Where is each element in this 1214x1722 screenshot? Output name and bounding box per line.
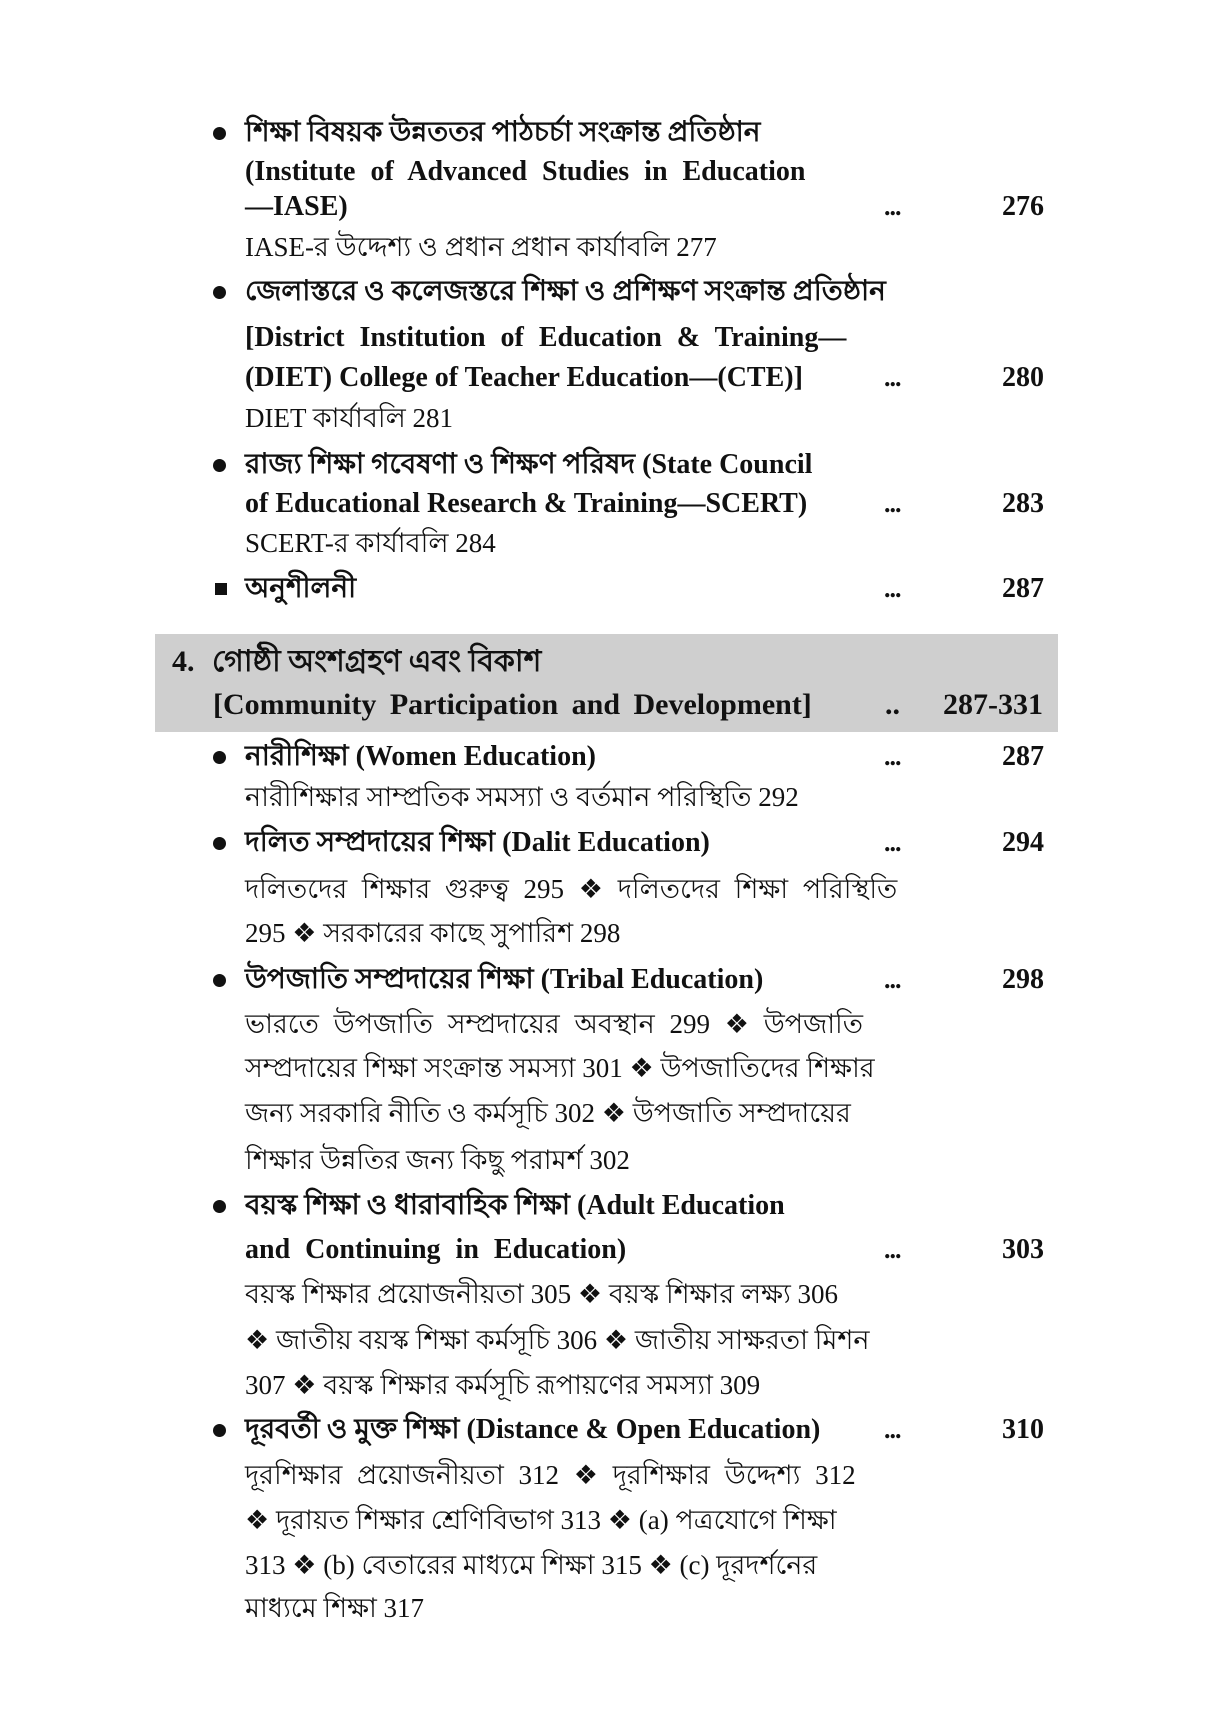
leader-dots: ...	[884, 1415, 901, 1444]
entry-title-bn: শিক্ষা বিষয়ক উন্নততর পাঠচর্চা সংক্রান্ত প্রতিষ্ঠান	[245, 117, 761, 148]
page-number: 283	[1002, 488, 1044, 519]
entry-title-bn: রাজ্য শিক্ষা গবেষণা ও শিক্ষণ পরিষদ (State Council	[245, 449, 813, 480]
leader-dots: ...	[884, 363, 901, 392]
page-number: 287	[1002, 741, 1044, 772]
entry-subtopic: শিক্ষার উন্নতির জন্য কিছু পরামর্শ 302	[245, 1145, 630, 1175]
page-number: 303	[1002, 1234, 1044, 1265]
entry-subtopic: মাধ্যমে শিক্ষা 317	[245, 1593, 425, 1623]
entry-subtopic: ❖ দূরায়ত শিক্ষার শ্রেণিবিভাগ 313 ❖ (a) পত্রযোগে শিক্ষা	[245, 1505, 837, 1535]
entry-title: নারীশিক্ষা (Women Education)	[245, 741, 596, 772]
entry-title-en: —IASE)	[245, 191, 348, 222]
chapter-heading-band	[155, 634, 1058, 732]
leader-dots: ...	[884, 574, 901, 603]
bullet-icon	[213, 1424, 226, 1437]
bullet-icon	[213, 286, 226, 299]
page-number: 280	[1002, 362, 1044, 393]
chapter-title-bn	[172, 642, 541, 682]
entry-subtopic: বয়স্ক শিক্ষার প্রয়োজনীয়তা 305 ❖ বয়স্ক শিক্ষার লক্ষ্য 306	[245, 1279, 839, 1309]
bullet-icon	[213, 751, 226, 764]
chapter-number: 4.	[172, 645, 195, 678]
page-number: 298	[1002, 964, 1044, 995]
page-number: 276	[1002, 191, 1044, 222]
leader-dots: ...	[884, 965, 901, 994]
entry-title-en: (Institute of Advanced Studies in Education	[245, 156, 806, 187]
chapter-page-range: 287-331	[943, 688, 1043, 721]
entry-title-en: of Educational Research & Training—SCERT)	[245, 488, 808, 519]
entry-title: উপজাতি সম্প্রদায়ের শিক্ষা (Tribal Education)	[245, 964, 764, 995]
entry-subtopic: জন্য সরকারি নীতি ও কর্মসূচি 302 ❖ উপজাতি সম্প্রদায়ের	[245, 1098, 851, 1128]
entry-title-en: and Continuing in Education)	[245, 1234, 627, 1265]
page-number: 310	[1002, 1414, 1044, 1445]
leader-dots: ...	[884, 828, 901, 857]
entry-subtopic: নারীশিক্ষার সাম্প্রতিক সমস্যা ও বর্তমান পরিস্থিতি 292	[245, 782, 799, 812]
entry-title-en: [District Institution of Education & Training—	[245, 322, 847, 353]
leader-dots: ...	[884, 192, 901, 221]
entry-title: দূরবর্তী ও মুক্ত শিক্ষা (Distance & Open Education)	[245, 1414, 821, 1445]
entry-subtopic: 313 ❖ (b) বেতারের মাধ্যমে শিক্ষা 315 ❖ (c) দূরদর্শনের	[245, 1550, 818, 1580]
bullet-icon	[213, 459, 226, 472]
chapter-title-en: [Community Participation and Development]	[213, 688, 812, 721]
entry-subtopic: ভারতে উপজাতি সম্প্রদায়ের অবস্থান 299 ❖ উপজাতি	[245, 1009, 864, 1039]
chapter-title-bn-text: গোষ্ঠী অংশগ্রহণ এবং বিকাশ	[212, 645, 542, 678]
page-number: 294	[1002, 827, 1044, 858]
bullet-icon	[213, 1200, 226, 1213]
entry-title-bn: অনুশীলনী	[245, 573, 357, 604]
leader-dots: ...	[884, 489, 901, 518]
entry-subtopic: IASE-র উদ্দেশ্য ও প্রধান প্রধান কার্যাবলি 277	[245, 232, 717, 262]
entry-subtopic: 307 ❖ বয়স্ক শিক্ষার কর্মসূচি রূপায়ণের সমস্যা 309	[245, 1370, 761, 1400]
leader-dots: ...	[884, 1235, 901, 1264]
entry-subtopic: 295 ❖ সরকারের কাছে সুপারিশ 298	[245, 918, 621, 948]
entry-subtopic: SCERT-র কার্যাবলি 284	[245, 528, 496, 558]
bullet-icon	[213, 974, 226, 987]
entry-subtopic: দূরশিক্ষার প্রয়োজনীয়তা 312 ❖ দূরশিক্ষার উদ্দেশ্য 312	[245, 1460, 856, 1490]
entry-title: বয়স্ক শিক্ষা ও ধারাবাহিক শিক্ষা (Adult Education	[245, 1190, 785, 1221]
entry-subtopic: দলিতদের শিক্ষার গুরুত্ব 295 ❖ দলিতদের শিক্ষা পরিস্থিতি	[245, 874, 898, 904]
leader-dots: ...	[884, 742, 901, 771]
page-number: 287	[1002, 573, 1044, 604]
entry-subtopic: DIET কার্যাবলি 281	[245, 403, 453, 433]
entry-title: দলিত সম্প্রদায়ের শিক্ষা (Dalit Education)	[245, 827, 710, 858]
entry-title-bn: জেলাস্তরে ও কলেজস্তরে শিক্ষা ও প্রশিক্ষণ সংক্রান্ত প্রতিষ্ঠান	[245, 276, 886, 307]
bullet-icon	[213, 127, 226, 140]
entry-subtopic: সম্প্রদায়ের শিক্ষা সংক্রান্ত সমস্যা 301 ❖ উপজাতিদের শিক্ষার	[245, 1053, 875, 1083]
entry-title-en: (DIET) College of Teacher Education—(CTE)]	[245, 362, 803, 393]
entry-subtopic: ❖ জাতীয় বয়স্ক শিক্ষা কর্মসূচি 306 ❖ জাতীয় সাক্ষরতা মিশন	[245, 1325, 870, 1355]
bullet-icon	[213, 837, 226, 850]
leader-dots: ..	[885, 688, 900, 721]
square-bullet-icon	[215, 583, 227, 595]
